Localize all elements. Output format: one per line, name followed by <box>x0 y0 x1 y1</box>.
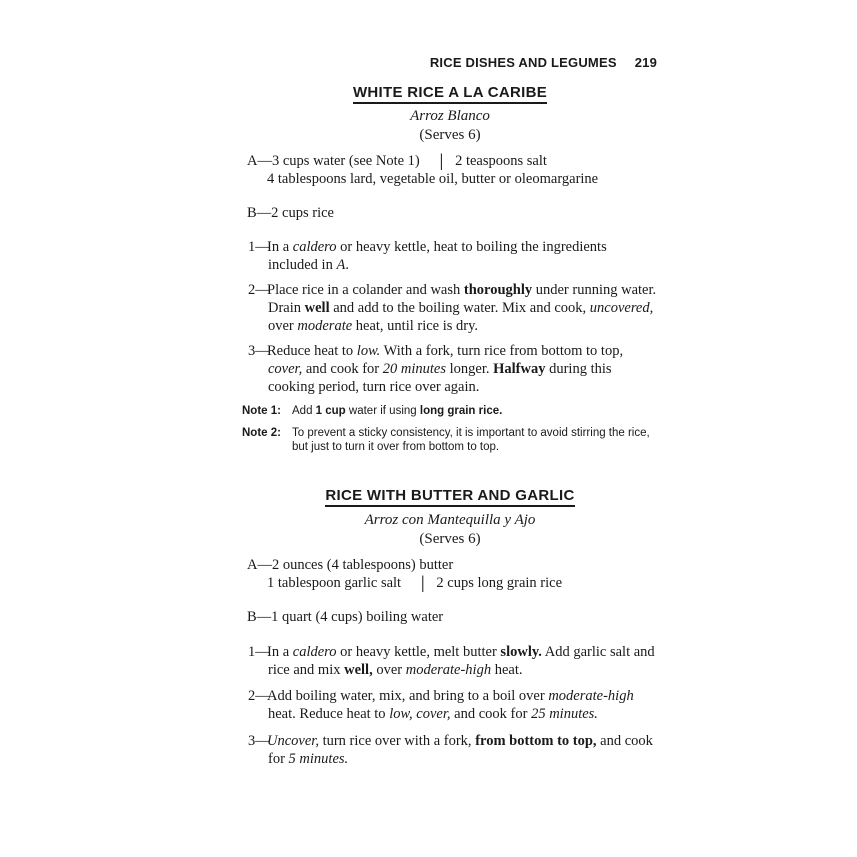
recipe-1-spanish-title: Arroz Blanco <box>410 108 490 124</box>
recipe-1-note-2: Note 2: To prevent a sticky consistency, it is important to avoid stirring the rice, but just to turn it over from bottom to top. <box>242 427 650 453</box>
recipe-1-step-2: 2— Place rice in a colander and wash thoroughly under running water. Drain well and add to the boiling water. Mix and cook, uncovered, over moderate heat, until rice is dry. <box>248 282 657 334</box>
recipe-2-spanish-title: Arroz con Mantequilla y Ajo <box>364 512 536 528</box>
recipe-1-ingredients-b: B—2 cups rice <box>247 205 334 221</box>
recipe-1-serves: (Serves 6) <box>419 127 481 143</box>
recipe-2-ingredients-a-line-2: 1 tablespoon garlic salt | 2 cups long grain rice <box>267 573 563 593</box>
recipe-1-step-3: 3— Reduce heat to low. With a fork, turn rice from bottom to top, cover, and cook for 20 minutes longer. Halfway during this cooking period, turn rice over again. <box>248 343 624 395</box>
section-title: RICE DISHES AND LEGUMES <box>429 55 617 70</box>
recipe-2-ingredients-b: B—1 quart (4 cups) boiling water <box>247 609 444 625</box>
recipe-2-ingredients-a-line-1: A—2 ounces (4 tablespoons) butter <box>247 557 454 573</box>
recipe-2-title: RICE WITH BUTTER AND GARLIC <box>250 487 650 507</box>
recipe-2-serves: (Serves 6) <box>419 531 481 547</box>
ingredient-separator: | <box>439 151 444 171</box>
recipe-1-title: WHITE RICE A LA CARIBE <box>250 84 650 104</box>
recipe-1-note-1: Note 1: Add 1 cup water if using long grain rice. <box>242 405 503 417</box>
recipe-2-step-2: 2— Add boiling water, mix, and bring to a boil over moderate-high heat. Reduce heat to low, cover, and cook for 25 minutes. <box>248 688 634 722</box>
recipe-1-ingredients-a-line-2: 4 tablespoons lard, vegetable oil, butter or oleomargarine <box>267 171 599 187</box>
recipe-2-step-1: 1— In a caldero or heavy kettle, melt butter slowly. Add garlic salt and rice and mix well, over moderate-high heat. <box>248 644 655 678</box>
page-number: 219 <box>634 55 657 70</box>
running-head <box>250 55 657 70</box>
ingredient-separator: | <box>421 573 425 593</box>
recipe-1-ingredients-a-line-1: A—3 cups water (see Note 1) | 2 teaspoons salt <box>247 151 547 171</box>
recipe-1-step-1: 1— In a caldero or heavy kettle, heat to boiling the ingredients included in A. <box>248 239 607 273</box>
recipe-2-step-3: 3— Uncover, turn rice over with a fork, from bottom to top, and cook for 5 minutes. <box>248 733 653 767</box>
